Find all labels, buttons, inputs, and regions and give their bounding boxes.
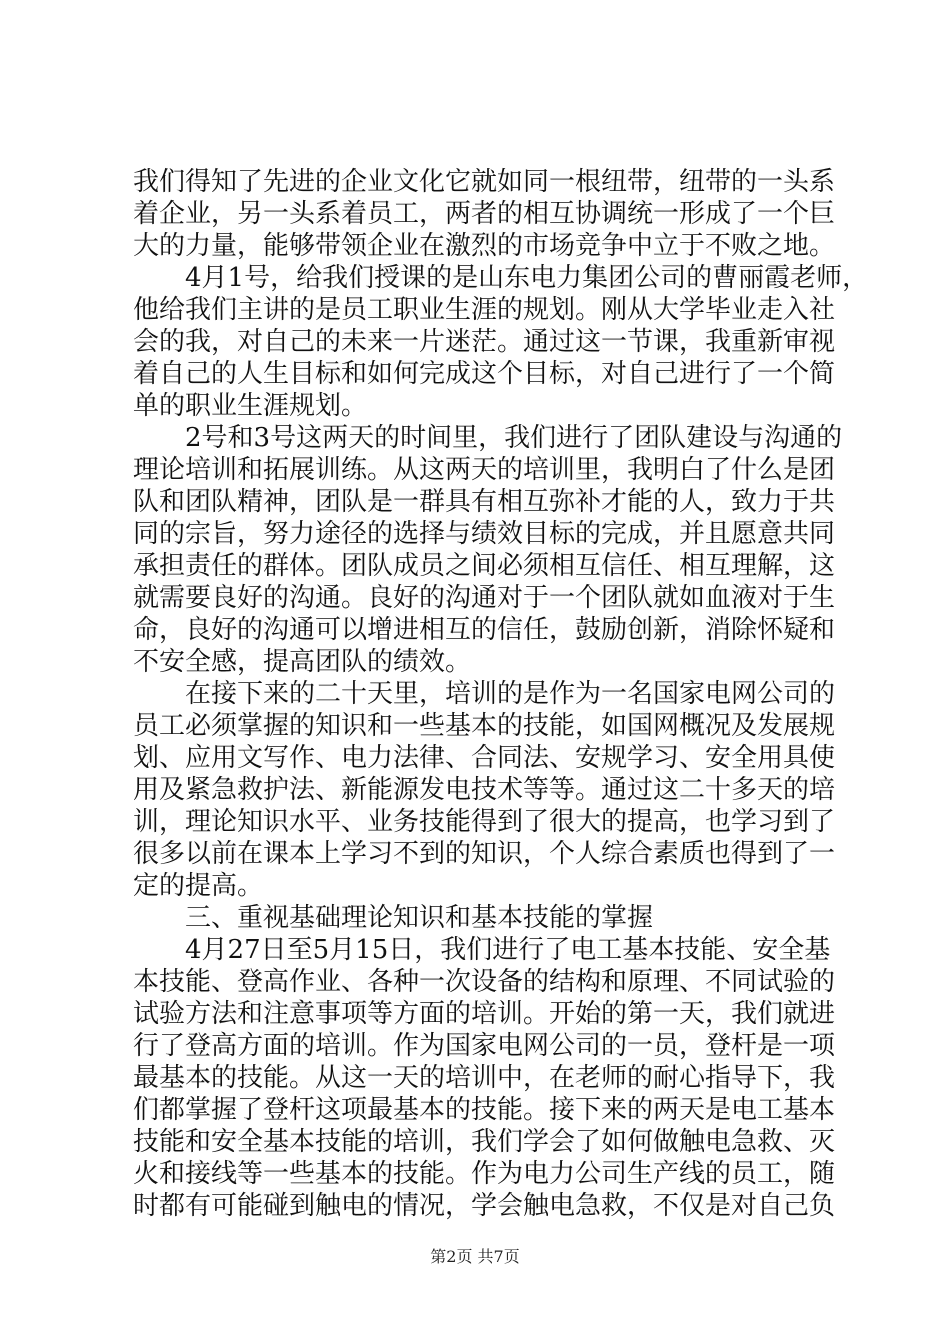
text-line: 用及紧急救护法、新能源发电技术等等。通过这二十多天的培: [133, 775, 836, 805]
text-line: 单的职业生涯规划。: [133, 391, 368, 421]
text-line: 不安全感，提高团队的绩效。: [133, 647, 472, 677]
text-line: 本技能、登高作业、各种一次设备的结构和原理、不同试验的: [133, 967, 836, 997]
text-line: 承担责任的群体。团队成员之间必须相互信任、相互理解，这: [133, 551, 836, 581]
text-line: 最基本的技能。从这一天的培训中，在老师的耐心指导下，我: [133, 1063, 836, 1093]
section-heading: 三、重视基础理论知识和基本技能的掌握: [185, 903, 654, 933]
text-line: 们都掌握了登杆这项最基本的技能。接下来的两天是电工基本: [133, 1095, 836, 1125]
text-line: 4月27日至5月15日，我们进行了电工基本技能、安全基: [185, 935, 831, 965]
page-number-footer: 第2页 共7页: [430, 1247, 520, 1266]
text-line: 员工必须掌握的知识和一些基本的技能，如国网概况及发展规: [133, 711, 836, 741]
text-line: 火和接线等一些基本的技能。作为电力公司生产线的员工，随: [133, 1159, 836, 1189]
text-line: 4月1号，给我们授课的是山东电力集团公司的曹丽霞老师，: [185, 263, 869, 293]
text-line: 在接下来的二十天里，培训的是作为一名国家电网公司的: [185, 679, 836, 709]
text-line: 他给我们主讲的是员工职业生涯的规划。刚从大学毕业走入社: [133, 295, 836, 325]
document-body: [133, 166, 869, 1222]
text-line: 着自己的人生目标和如何完成这个目标，对自己进行了一个简: [133, 359, 836, 389]
text-line: 划、应用文写作、电力法律、合同法、安规学习、安全用具使: [133, 743, 836, 773]
text-line: 时都有可能碰到触电的情况，学会触电急救，不仅是对自己负: [133, 1191, 836, 1221]
text-line: 会的我，对自己的未来一片迷茫。通过这一节课，我重新审视: [133, 327, 836, 357]
text-line: 着企业，另一头系着员工，两者的相互协调统一形成了一个巨: [133, 199, 836, 229]
text-line: 就需要良好的沟通。良好的沟通对于一个团队就如血液对于生: [133, 583, 836, 613]
text-line: 理论培训和拓展训练。从这两天的培训里，我明白了什么是团: [133, 455, 836, 485]
text-line: 同的宗旨，努力途径的选择与绩效目标的完成，并且愿意共同: [133, 519, 836, 549]
text-line: 技能和安全基本技能的培训，我们学会了如何做触电急救、灭: [133, 1127, 836, 1157]
text-line: 队和团队精神，团队是一群具有相互弥补才能的人，致力于共: [133, 487, 836, 517]
text-line: 行了登高方面的培训。作为国家电网公司的一员，登杆是一项: [133, 1031, 836, 1061]
text-line: 我们得知了先进的企业文化它就如同一根纽带，纽带的一头系: [133, 167, 836, 197]
text-line: 很多以前在课本上学习不到的知识，个人综合素质也得到了一: [133, 839, 836, 869]
text-line: 大的力量，能够带领企业在激烈的市场竞争中立于不败之地。: [133, 231, 836, 261]
text-line: 命，良好的沟通可以增进相互的信任，鼓励创新，消除怀疑和: [133, 615, 836, 645]
text-line: 2号和3号这两天的时间里，我们进行了团队建设与沟通的: [185, 423, 843, 453]
text-line: 定的提高。: [133, 871, 264, 901]
text-line: 试验方法和注意事项等方面的培训。开始的第一天，我们就进: [133, 999, 836, 1029]
text-line: 训，理论知识水平、业务技能得到了很大的提高，也学习到了: [133, 807, 836, 837]
